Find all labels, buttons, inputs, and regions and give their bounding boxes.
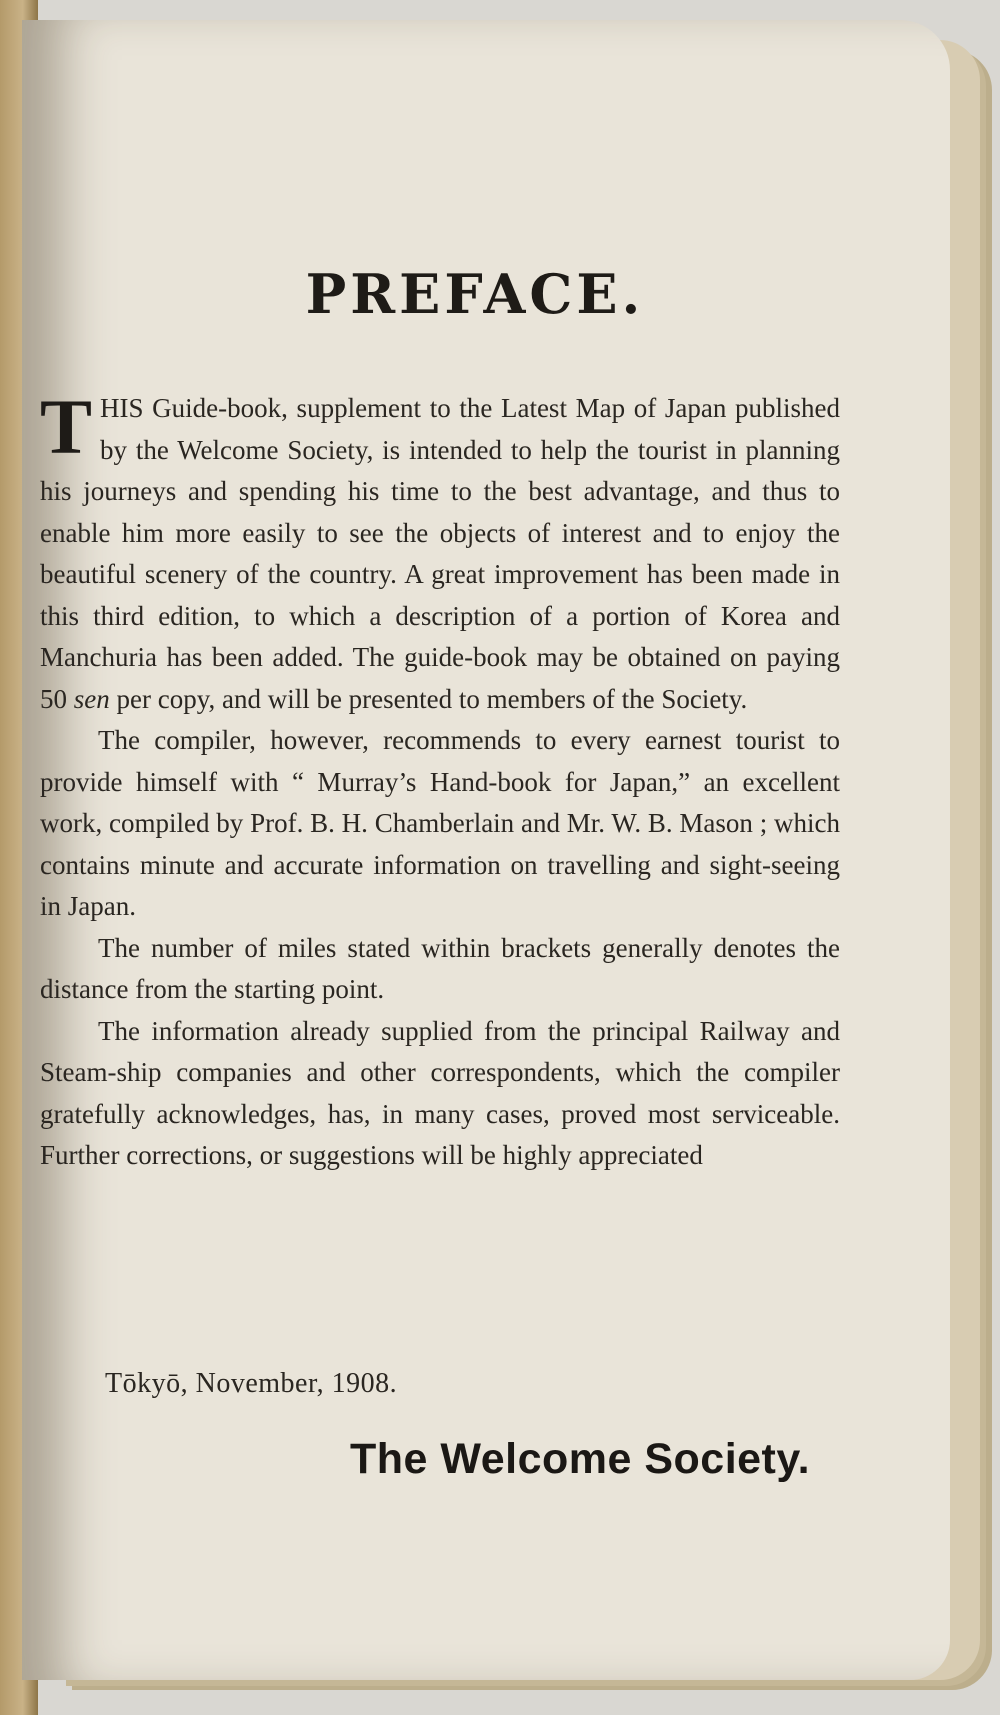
- preface-body: [40, 383, 840, 1177]
- paragraph-1-end: per copy, and will be presented to members of the Society.: [109, 683, 748, 714]
- paragraph-3: The number of miles stated within brackets generally denotes the distance from the starting point.: [40, 932, 840, 1004]
- drop-cap: T: [40, 383, 93, 470]
- paragraph-1: [40, 383, 840, 720]
- paragraph-4: The information already supplied from the principal Railway and Steam-ship companies and other correspondents, which the compiler gratefully acknowledges, has, in many cases, proved most serviceable. Further corrections, or suggestions will be highly appreciated: [40, 1015, 840, 1170]
- paragraph-1-italic: sen: [73, 683, 110, 714]
- paragraph-2: The compiler, however, recommends to every earnest tourist to provide himself with “ Murray’s Hand-book for Japan,” an excellent work, compiled by Prof. B. H. Chamberlain and Mr. W. B. Mason ; which contains minute and accurate information on travelling and sight-seeing in Japan.: [40, 725, 840, 921]
- date-line: Tōkyō, November, 1908.: [105, 1368, 398, 1399]
- page-title: PREFACE.: [305, 262, 645, 326]
- signature: The Welcome Society.: [350, 1435, 811, 1483]
- paragraph-1-text: HIS Guide-book, supplement to the Latest Map of Japan published by the Welcome Society, is intended to help the tourist in planning his journeys and spending his time to the best advantage, and thus to enable him more easily to see the objects of interest and to enjoy the beautiful scenery of the country. A great improvement has been made in this third edition, to which a description of a portion of Korea and Manchuria has been added. The guide-book may be obtained on paying 50: [40, 393, 840, 714]
